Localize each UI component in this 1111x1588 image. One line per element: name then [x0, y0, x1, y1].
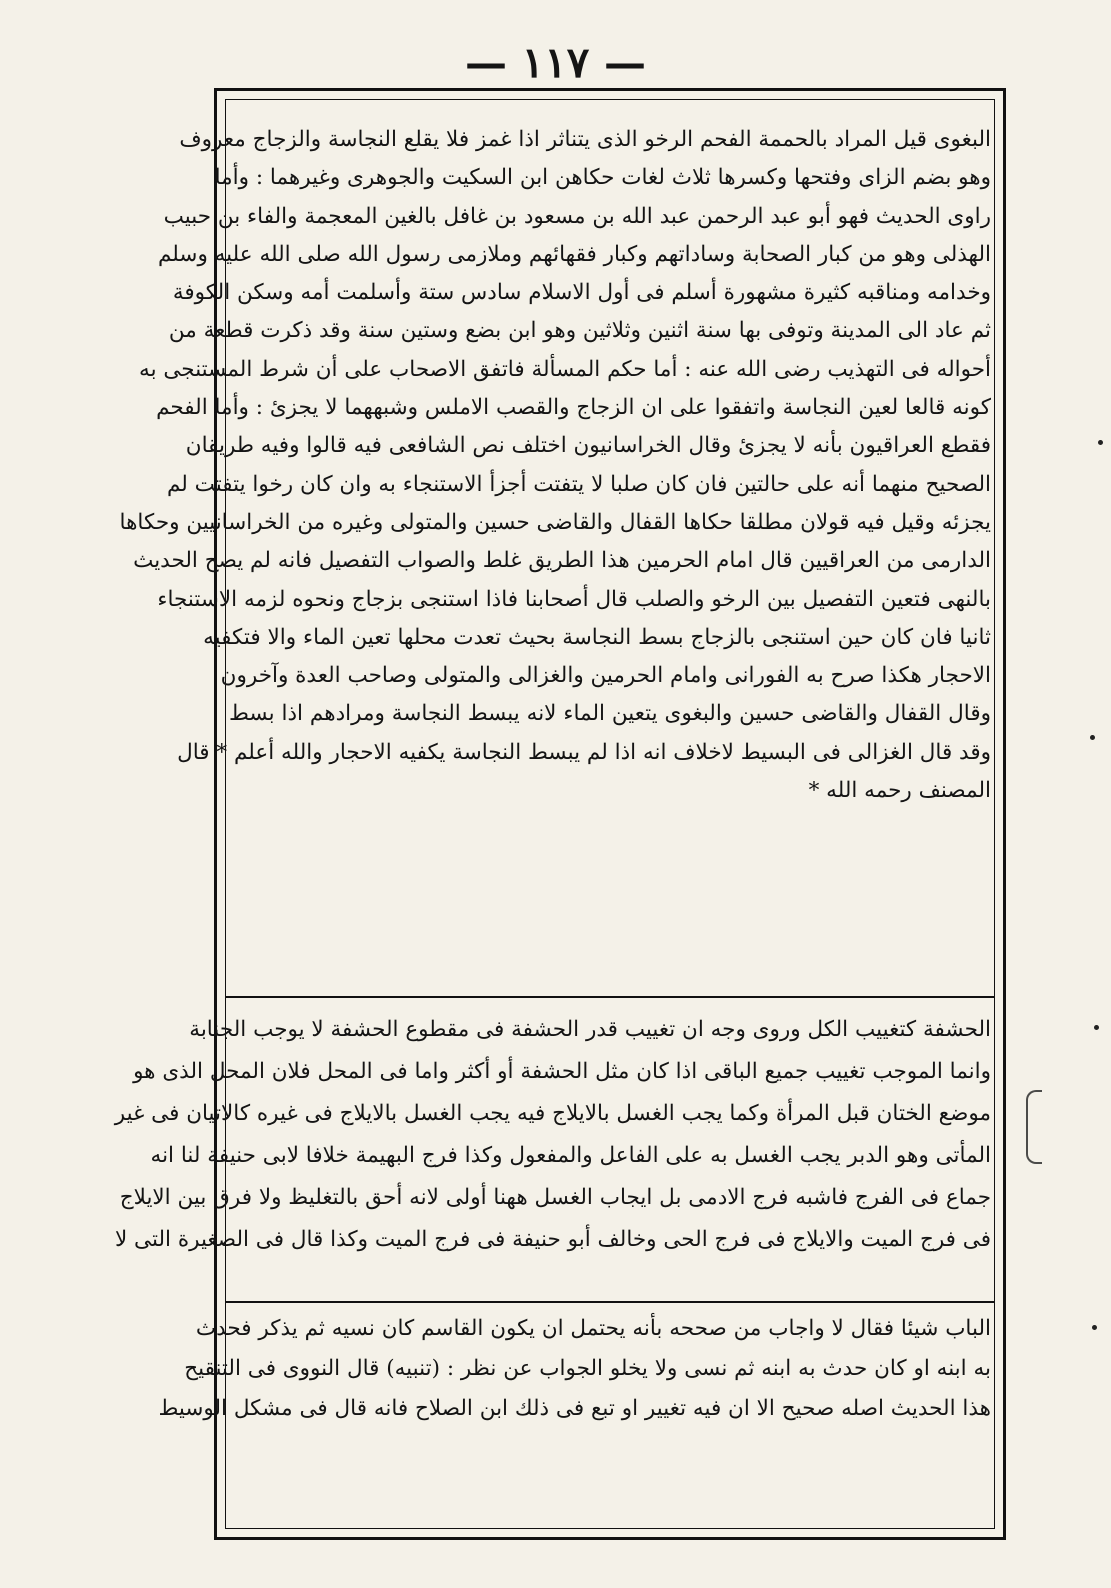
page-frame [114, 88, 1006, 1540]
text-line: المصنف رحمه الله * [808, 778, 991, 804]
text-line: وانما الموجب تغييب جميع الباقى اذا كان مثل الحشفة أو أكثر واما فى المحل فلان المحل الذى هو [133, 1059, 991, 1084]
ink-speck [1098, 440, 1103, 445]
section-divider [225, 1301, 995, 1303]
text-line: به ابنه او كان حدث به ابنه ثم نسى ولا يخلو الجواب عن نظر : (تنبيه) قال النووى فى التنقيح [184, 1356, 991, 1381]
text-line: هذا الحديث اصله صحيح الا ان فيه تغيير او تبع فى ذلك ابن الصلاح فانه قال فى مشكل الوسيط [158, 1396, 991, 1421]
text-line: الدارمى من العراقيين قال امام الحرمين هذا الطريق غلط والصواب التفصيل فانه لم يصح الحديث [133, 548, 991, 574]
ink-speck [1092, 1325, 1097, 1330]
text-line: فى فرج الميت والايلاج فى فرج الحى وخالف أبو حنيفة فى فرج الميت وكذا قال فى الصغيرة التى لا [114, 1227, 991, 1252]
text-line: الحشفة كتغييب الكل وروى وجه ان تغييب قدر الحشفة فى مقطوع الحشفة لا يوجب الجنابة [189, 1017, 991, 1042]
text-line: موضع الختان قبل المرأة وكما يجب الغسل بالايلاج فيه يجب الغسل بالايلاج فى غيره كالاتيان فى غير [114, 1101, 991, 1126]
text-line: الباب شيئا فقال لا واجاب من صححه بأنه يحتمل ان يكون القاسم كان نسيه ثم يذكر فحدث [195, 1316, 991, 1341]
text-line: الهذلى وهو من كبار الصحابة وساداتهم وكبار فقهائهم وملازمى رسول الله صلى الله عليه وسلم [158, 241, 991, 267]
text-line: راوى الحديث فهو أبو عبد الرحمن عبد الله بن مسعود بن غافل بالغين المعجمة والفاء بن حبيب [163, 203, 991, 229]
main-text-section [119, 121, 991, 810]
text-line: وقال القفال والقاضى حسين والبغوى يتعين الماء لانه يبسط النجاسة ومرادهم اذا بسط [229, 701, 991, 727]
text-line: المأتى وهو الدبر يجب الغسل به على الفاعل والمفعول وكذا فرج البهيمة خلافا لابى حنيفة لنا انه [150, 1143, 991, 1168]
middle-text-section [114, 1009, 991, 1261]
text-line: ثم عاد الى المدينة وتوفى بها سنة اثنين وثلاثين وهو ابن بضع وستين سنة وقد ذكرت قطعة من [168, 318, 991, 344]
text-line: أحواله فى التهذيب رضى الله عنه : أما حكم المسألة فاتفق الاصحاب على أن شرط المستنجى به [139, 356, 991, 382]
page-number: — ١١٧ — [465, 38, 646, 87]
text-line: فقطع العراقيون بأنه لا يجزئ وقال الخراسانيون اختلف نص الشافعى فيه قالوا وفيه طريقان [185, 433, 991, 459]
text-line: يجزئه وقيل فيه قولان مطلقا حكاها القفال والقاضى حسين والمتولى وغيره من الخراسانيين وحكاها [119, 509, 991, 535]
ink-speck [1090, 735, 1095, 740]
text-line: وخدامه ومناقبه كثيرة مشهورة أسلم فى أول الاسلام سادس ستة وأسلمت أمه وسكن الكوفة [172, 280, 991, 306]
text-line: جماع فى الفرج فاشبه فرج الادمى بل ايجاب الغسل ههنا أولى لانه أحق بالتغليظ ولا فرق بين الايلاج [119, 1185, 991, 1210]
text-line: بالنهى فتعين التفصيل بين الرخو والصلب قال أصحابنا فاذا استنجى بزجاج ونحوه لزمه الاستنجاء [157, 586, 991, 612]
ink-speck [1094, 1025, 1099, 1030]
text-line: ثانيا فان كان حين استنجى بالزجاج بسط النجاسة بحيث تعدت محلها تعين الماء والا فتكفيه [203, 624, 991, 650]
section-divider [225, 996, 995, 998]
margin-bracket-mark [1026, 1090, 1042, 1164]
text-line: البغوى قيل المراد بالحممة الفحم الرخو الذى يتناثر اذا غمز فلا يقلع النجاسة والزجاج معروف [179, 127, 991, 152]
text-line: الصحيح منهما أنه على حالتين فان كان صلبا لا يتفتت أجزأ الاستنجاء به وان كان رخوا يتفتت لم [166, 471, 991, 497]
text-line: وقد قال الغزالى فى البسيط لاخلاف انه اذا لم يبسط النجاسة يكفيه الاحجار والله أعلم * قال [177, 739, 991, 765]
footnote-section [158, 1309, 991, 1429]
text-line: كونه قالعا لعين النجاسة واتفقوا على ان الزجاج والقصب الاملس وشبههما لا يجزئ : وأما الفحم [156, 395, 991, 421]
text-line: الاحجار هكذا صرح به الفورانى وامام الحرمين والغزالى والمتولى وصاحب العدة وآخرون [220, 663, 991, 689]
text-line: وهو بضم الزاى وفتحها وكسرها ثلاث لغات حكاهن ابن السكيت والجوهرى وغيرهما : وأما [214, 165, 991, 191]
